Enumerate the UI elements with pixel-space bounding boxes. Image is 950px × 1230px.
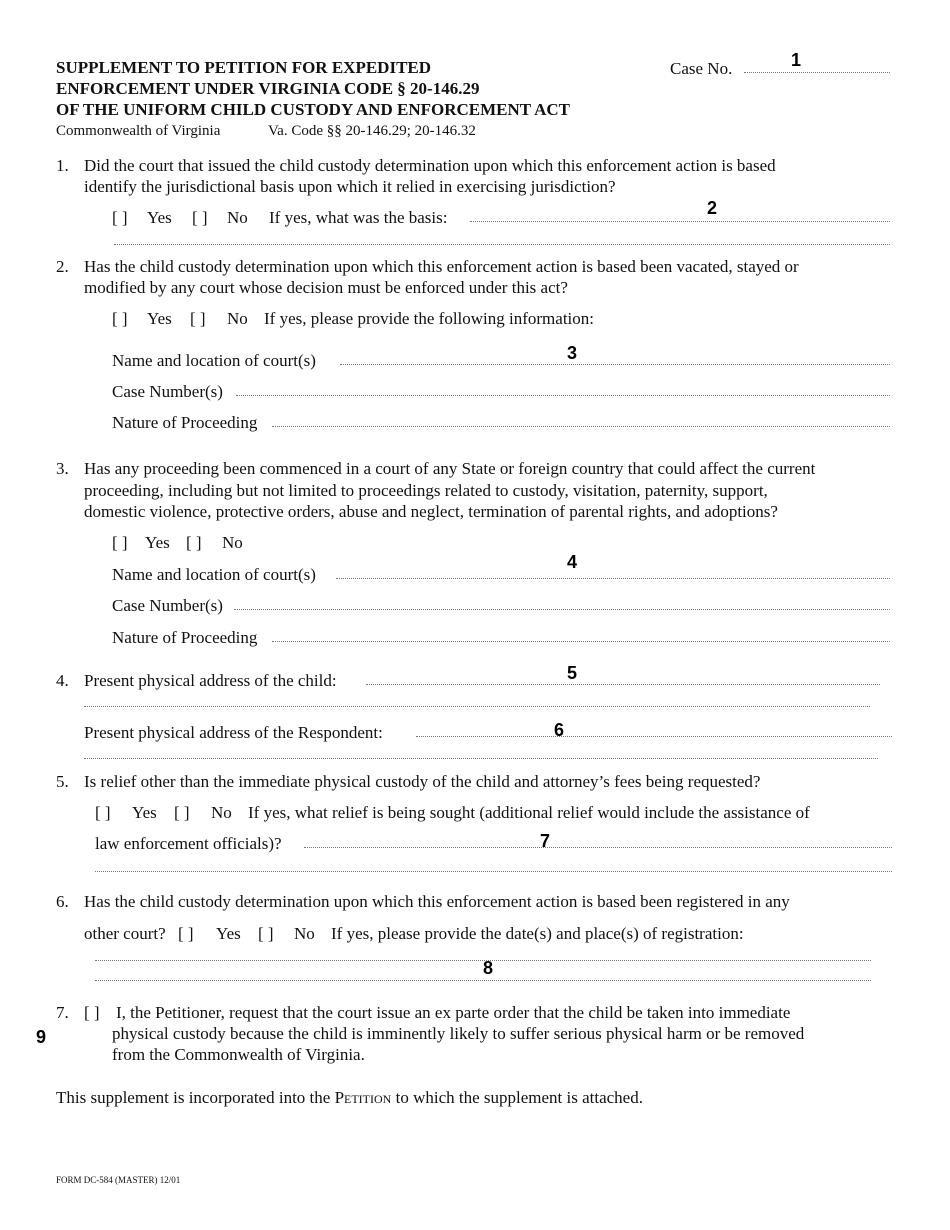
q2-court-field[interactable] <box>340 364 890 365</box>
closing-petition-word: Petition <box>334 1088 392 1107</box>
q6-text-line-2: other court? <box>84 924 166 943</box>
q6-no-checkbox[interactable]: [ ] <box>258 924 274 943</box>
q3-court-label: Name and location of court(s) <box>112 565 316 584</box>
q4-child-address-field[interactable] <box>366 684 880 685</box>
q2-no-label: No <box>227 309 248 328</box>
q6-yes-label: Yes <box>216 924 241 943</box>
field-marker-7: 7 <box>540 831 551 851</box>
q3-court-field[interactable] <box>336 578 890 579</box>
field-marker-1: 1 <box>791 50 802 70</box>
q1-no-label: No <box>227 208 248 227</box>
q2-no-checkbox[interactable]: [ ] <box>190 309 206 328</box>
case-no-label: Case No. <box>670 59 733 78</box>
q1-basis-field[interactable] <box>470 221 890 222</box>
q4-child-address-field-line-2[interactable] <box>84 706 870 707</box>
q6-number: 6. <box>56 892 69 911</box>
q6-yes-checkbox[interactable]: [ ] <box>178 924 194 943</box>
q5-text-line-3: law enforcement officials)? <box>95 834 282 853</box>
field-marker-2: 2 <box>707 198 718 218</box>
q3-case-field[interactable] <box>234 609 890 610</box>
form-title-line-1: SUPPLEMENT TO PETITION FOR EXPEDITED <box>56 58 432 77</box>
q4-respondent-address-field-line-2[interactable] <box>84 758 878 759</box>
q3-no-checkbox[interactable]: [ ] <box>186 533 202 552</box>
q7-text-line-1: I, the Petitioner, request that the court issue an ex parte order that the child be taken into immediate <box>116 1003 791 1022</box>
q6-text-line-1: Has the child custody determination upon which this enforcement action is based been registered in any <box>84 892 790 911</box>
q3-yes-checkbox[interactable]: [ ] <box>112 533 128 552</box>
q2-yes-checkbox[interactable]: [ ] <box>112 309 128 328</box>
code-reference: Va. Code §§ 20-146.29; 20-146.32 <box>268 123 476 139</box>
q7-text-line-3: from the Commonwealth of Virginia. <box>112 1045 365 1064</box>
q2-text-line-2: modified by any court whose decision must be enforced under this act? <box>84 278 568 297</box>
closing-text-after: to which the supplement is attached. <box>391 1088 643 1107</box>
q5-number: 5. <box>56 772 69 791</box>
q3-yes-label: Yes <box>145 533 170 552</box>
q6-registration-field-line-2[interactable] <box>95 980 871 981</box>
form-footer: FORM DC-584 (MASTER) 12/01 <box>56 1175 181 1185</box>
q4-number: 4. <box>56 671 69 690</box>
q2-number: 2. <box>56 257 69 276</box>
q7-text-line-2: physical custody because the child is imminently likely to suffer serious physical harm or be removed <box>112 1024 805 1043</box>
q5-text-line-1: Is relief other than the immediate physical custody of the child and attorney’s fees being requested? <box>84 772 761 791</box>
q4-respondent-address-field[interactable] <box>416 736 892 737</box>
q3-number: 3. <box>56 459 69 478</box>
q3-text-line-3: domestic violence, protective orders, abuse and neglect, termination of parental rights, and adoptions? <box>84 502 778 521</box>
q3-nature-label: Nature of Proceeding <box>112 628 258 647</box>
form-title-line-2: ENFORCEMENT UNDER VIRGINIA CODE § 20-146.29 <box>56 79 480 98</box>
q4-respondent-address-label: Present physical address of the Respondent: <box>84 723 383 742</box>
case-no-field[interactable] <box>744 72 890 73</box>
field-marker-6: 6 <box>554 720 565 740</box>
field-marker-8: 8 <box>483 958 494 978</box>
closing-statement <box>56 1087 643 1108</box>
q2-case-field[interactable] <box>236 395 890 396</box>
q5-no-label: No <box>211 803 232 822</box>
field-marker-3: 3 <box>567 343 578 363</box>
q2-nature-label: Nature of Proceeding <box>112 413 258 432</box>
q1-yes-checkbox[interactable]: [ ] <box>112 208 128 227</box>
q1-text-line-1: Did the court that issued the child custody determination upon which this enforcement action is based <box>84 156 776 175</box>
q3-case-label: Case Number(s) <box>112 596 223 615</box>
q5-followup-label: If yes, what relief is being sought (additional relief would include the assistance of <box>248 803 810 822</box>
q7-request-checkbox[interactable]: [ ] <box>84 1003 100 1022</box>
q2-nature-field[interactable] <box>272 426 890 427</box>
q5-yes-label: Yes <box>132 803 157 822</box>
q7-number: 7. <box>56 1003 69 1022</box>
q3-no-label: No <box>222 533 243 552</box>
q2-court-label: Name and location of court(s) <box>112 351 316 370</box>
q5-no-checkbox[interactable]: [ ] <box>174 803 190 822</box>
q2-case-label: Case Number(s) <box>112 382 223 401</box>
q3-nature-field[interactable] <box>272 641 890 642</box>
q3-text-line-2: proceeding, including but not limited to proceedings related to custody, visitation, paternity, support, <box>84 481 768 500</box>
q4-child-address-label: Present physical address of the child: <box>84 671 337 690</box>
q1-text-line-2: identify the jurisdictional basis upon which it relied in exercising jurisdiction? <box>84 177 616 196</box>
q5-yes-checkbox[interactable]: [ ] <box>95 803 111 822</box>
q5-relief-field[interactable] <box>304 847 892 848</box>
field-marker-5: 5 <box>567 663 578 683</box>
q6-no-label: No <box>294 924 315 943</box>
field-marker-4: 4 <box>567 552 578 572</box>
q2-followup-label: If yes, please provide the following information: <box>264 309 594 328</box>
q2-text-line-1: Has the child custody determination upon which this enforcement action is based been vacated, stayed or <box>84 257 799 276</box>
q1-basis-field-line-2[interactable] <box>114 244 890 245</box>
form-title-line-3: OF THE UNIFORM CHILD CUSTODY AND ENFORCEMENT ACT <box>56 100 570 119</box>
q1-yes-label: Yes <box>147 208 172 227</box>
closing-text-before: This supplement is incorporated into the <box>56 1088 335 1107</box>
q1-basis-label: If yes, what was the basis: <box>269 208 448 227</box>
commonwealth-label: Commonwealth of Virginia <box>56 123 221 139</box>
field-marker-9: 9 <box>36 1027 47 1047</box>
q2-yes-label: Yes <box>147 309 172 328</box>
q5-relief-field-line-2[interactable] <box>95 871 892 872</box>
q1-no-checkbox[interactable]: [ ] <box>192 208 208 227</box>
q3-text-line-1: Has any proceeding been commenced in a court of any State or foreign country that could affect the current <box>84 459 816 478</box>
q6-followup-label: If yes, please provide the date(s) and place(s) of registration: <box>331 924 744 943</box>
q1-number: 1. <box>56 156 69 175</box>
